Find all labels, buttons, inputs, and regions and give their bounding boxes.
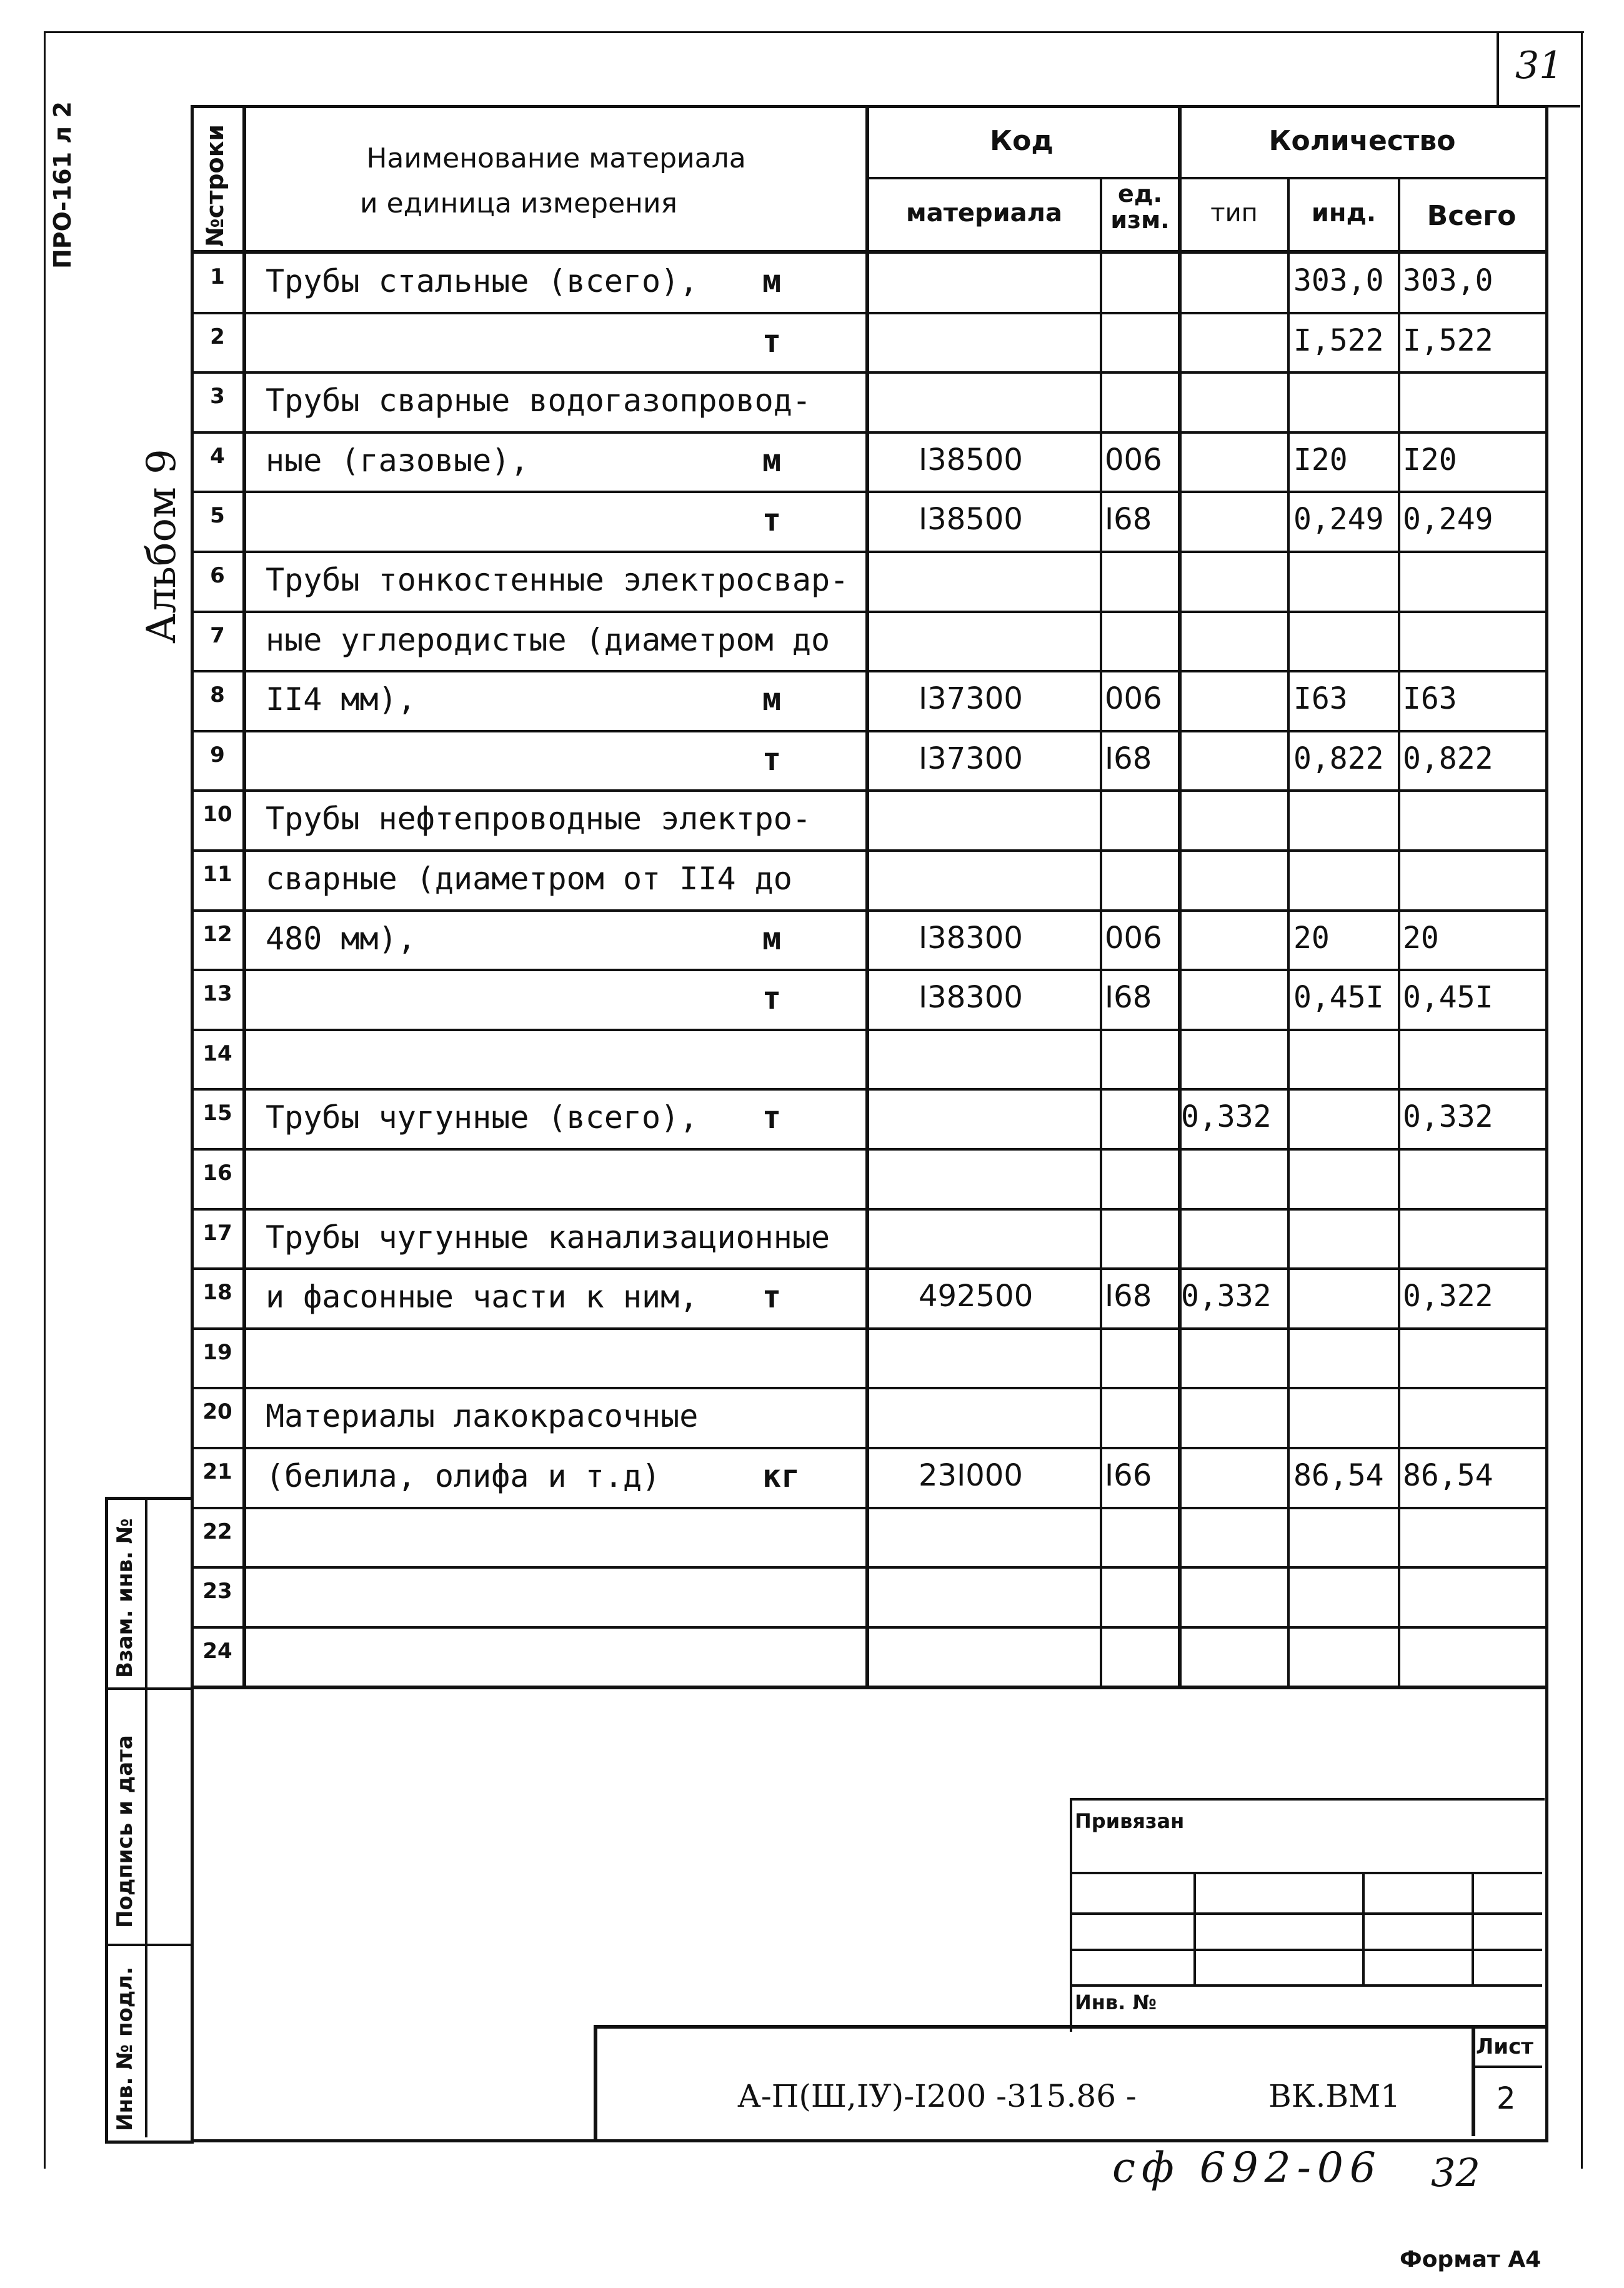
row-unit-code: I66 <box>1105 1458 1152 1493</box>
row-name: ные (газовые), <box>266 442 529 479</box>
row-code: I38500 <box>919 442 1023 477</box>
row-total: I,522 <box>1403 323 1493 358</box>
row-name: ные углеродистые (диаметром до <box>266 622 830 658</box>
header-row-no: №строки <box>201 124 229 247</box>
row-code: 492500 <box>919 1279 1034 1314</box>
header-unit-line2: изм. <box>1110 206 1170 234</box>
inv-no-label: Инв. № <box>1075 1991 1157 2014</box>
row-total: I63 <box>1403 681 1457 716</box>
row-divider <box>191 1566 1545 1569</box>
row-divider <box>191 431 1545 434</box>
row-divider <box>191 551 1545 553</box>
row-divider <box>191 1507 1545 1509</box>
row-number: 8 <box>210 682 225 707</box>
row-ind: I20 <box>1293 442 1348 477</box>
row-unit: м <box>762 921 782 957</box>
privyazan-col-2 <box>1362 1872 1365 1984</box>
side-stamp-line-1 <box>105 1687 191 1690</box>
row-number: 22 <box>202 1519 232 1544</box>
row-number: 17 <box>202 1221 232 1246</box>
header-quantity: Количество <box>1268 125 1456 157</box>
header-code: Код <box>990 125 1054 157</box>
sheet-value: 2 <box>1497 2081 1516 2116</box>
row-code: 23I000 <box>919 1458 1023 1493</box>
privyazan-col-1 <box>1193 1872 1196 1984</box>
row-code: I38300 <box>919 921 1023 956</box>
sheet-row-line <box>1472 2066 1542 2068</box>
row-ind: 0,822 <box>1293 741 1384 776</box>
privyazan-col-3 <box>1472 1872 1474 1984</box>
row-number: 5 <box>210 503 225 528</box>
row-total: I20 <box>1403 442 1457 477</box>
row-divider <box>191 730 1545 732</box>
row-unit: т <box>762 1279 782 1315</box>
row-unit: т <box>762 323 782 359</box>
row-name: сварные (диаметром от II4 до <box>266 861 792 897</box>
format-label: Формат А4 <box>1400 2247 1542 2272</box>
row-number: 3 <box>210 384 225 409</box>
row-name: Трубы стальные (всего), <box>266 263 699 299</box>
privyazan-label: Привязан <box>1075 1809 1185 1833</box>
side-stamp-podpis: Подпись и дата <box>112 1735 137 1928</box>
row-code: I37300 <box>919 681 1023 716</box>
row-divider <box>191 969 1545 971</box>
row-unit-code: 006 <box>1105 921 1162 956</box>
row-number: 4 <box>210 444 225 469</box>
row-number: 12 <box>202 922 232 947</box>
row-name: Трубы нефтепроводные электро- <box>266 801 811 837</box>
doc-code: ВК.ВМ1 <box>1268 2078 1401 2114</box>
album-label: Альбом 9 <box>139 449 185 644</box>
row-ind: I63 <box>1293 681 1348 716</box>
row-number: 14 <box>202 1041 232 1066</box>
row-number: 24 <box>202 1639 232 1664</box>
row-number: 16 <box>202 1161 232 1186</box>
row-name: II4 мм), <box>266 681 416 717</box>
row-number: 7 <box>210 623 225 648</box>
frame-top-line <box>44 31 1584 33</box>
privyazan-line-4 <box>1070 1984 1542 1987</box>
row-number: 2 <box>210 324 225 349</box>
designation: А-П(Ш,IУ)-I200 -315.86 - <box>737 2078 1137 2114</box>
col-line-ind <box>1287 177 1290 1686</box>
handwritten-num: 32 <box>1431 2150 1480 2196</box>
row-unit: т <box>762 741 782 777</box>
row-type: 0,332 <box>1181 1279 1272 1314</box>
sheet-col-line <box>1472 2025 1475 2136</box>
row-unit-code: I68 <box>1105 980 1152 1015</box>
row-divider <box>191 491 1545 493</box>
row-name: Трубы чугунные канализационные <box>266 1219 830 1256</box>
row-unit-code: I68 <box>1105 1279 1152 1314</box>
row-divider <box>191 611 1545 613</box>
row-divider <box>191 849 1545 852</box>
row-ind: 20 <box>1293 921 1330 956</box>
row-divider <box>191 312 1545 314</box>
row-unit: кг <box>762 1458 800 1494</box>
row-number: 20 <box>202 1399 232 1424</box>
row-number: 15 <box>202 1101 232 1126</box>
row-type: 0,332 <box>1181 1099 1272 1134</box>
table-body-bottom-line <box>191 1686 1545 1689</box>
header-total: Всего <box>1427 200 1517 232</box>
row-divider <box>191 670 1545 672</box>
row-number: 13 <box>202 981 232 1006</box>
row-total: 20 <box>1403 921 1439 956</box>
side-stamp-line-2 <box>105 1944 191 1946</box>
row-unit-code: I68 <box>1105 502 1152 537</box>
header-unit-line1: ед. <box>1118 180 1162 207</box>
row-divider <box>191 1267 1545 1270</box>
header-material: материала <box>906 199 1062 227</box>
col-line-total <box>1398 177 1400 1686</box>
row-name: Трубы сварные водогазопровод- <box>266 382 811 419</box>
row-ind: 86,54 <box>1293 1458 1384 1493</box>
row-number: 1 <box>210 264 225 289</box>
row-unit-code: 006 <box>1105 681 1162 716</box>
row-divider <box>191 1387 1545 1389</box>
row-total: 0,249 <box>1403 502 1493 537</box>
header-sub-line <box>865 177 1545 179</box>
frame-right-line <box>1581 31 1583 2169</box>
row-code: I37300 <box>919 741 1023 776</box>
side-stamp-divider <box>145 1497 147 2137</box>
row-divider <box>191 909 1545 912</box>
header-ind: инд. <box>1311 199 1377 227</box>
sheet-label: Лист <box>1476 2034 1533 2059</box>
header-name-line1: Наименование материала <box>366 142 746 174</box>
row-unit: м <box>762 681 782 717</box>
handwritten-note: сф 692-06 <box>1112 2144 1382 2192</box>
row-name: Материалы лакокрасочные <box>266 1398 699 1434</box>
row-number: 6 <box>210 563 225 588</box>
row-divider <box>191 1447 1545 1449</box>
row-divider <box>191 1148 1545 1151</box>
row-name: 480 мм), <box>266 921 416 957</box>
row-name: Трубы тонкостенные электросвар- <box>266 562 849 598</box>
row-name: и фасонные части к ним, <box>266 1279 699 1315</box>
row-number: 18 <box>202 1280 232 1305</box>
row-number: 23 <box>202 1579 232 1604</box>
row-total: 0,332 <box>1403 1099 1493 1134</box>
row-number: 10 <box>202 802 232 827</box>
row-divider <box>191 1327 1545 1330</box>
side-stamp-zam-inv: Взам. инв. № <box>112 1518 137 1678</box>
row-divider <box>191 1208 1545 1211</box>
header-type: тип <box>1210 199 1258 227</box>
row-name: (белила, олифа и т.д) <box>266 1458 661 1494</box>
row-divider <box>191 371 1545 374</box>
frame-left-line <box>44 31 46 2169</box>
row-number: 19 <box>202 1340 232 1365</box>
row-name: Трубы чугунные (всего), <box>266 1099 699 1136</box>
row-ind: I,522 <box>1293 323 1384 358</box>
row-total: 86,54 <box>1403 1458 1493 1493</box>
row-number: 21 <box>202 1459 232 1484</box>
row-total: 303,0 <box>1403 263 1493 298</box>
row-code: I38300 <box>919 980 1023 1015</box>
row-unit-code: 006 <box>1105 442 1162 477</box>
side-stamp-inv-podl: Инв. № подл. <box>112 1966 137 2131</box>
row-total: 0,45I <box>1403 980 1493 1015</box>
row-unit-code: I68 <box>1105 741 1152 776</box>
row-total: 0,822 <box>1403 741 1493 776</box>
row-unit: м <box>762 442 782 479</box>
row-unit: т <box>762 1099 782 1136</box>
page-number: 31 <box>1515 44 1563 87</box>
corner-code: ПРО-161 л 2 <box>49 101 76 269</box>
row-divider <box>191 789 1545 792</box>
row-ind: 0,45I <box>1293 980 1384 1015</box>
row-unit: т <box>762 980 782 1016</box>
row-divider <box>191 1626 1545 1629</box>
row-ind: 0,249 <box>1293 502 1384 537</box>
row-divider <box>191 1029 1545 1031</box>
row-divider <box>191 1088 1545 1091</box>
header-name-line2: и единица измерения <box>359 187 678 219</box>
row-number: 9 <box>210 742 225 767</box>
row-code: I38500 <box>919 502 1023 537</box>
row-total: 0,322 <box>1403 1279 1493 1314</box>
row-unit: м <box>762 263 782 299</box>
row-number: 11 <box>202 862 232 887</box>
row-unit: т <box>762 502 782 538</box>
col-line-unit <box>1100 177 1102 1686</box>
row-ind: 303,0 <box>1293 263 1384 298</box>
